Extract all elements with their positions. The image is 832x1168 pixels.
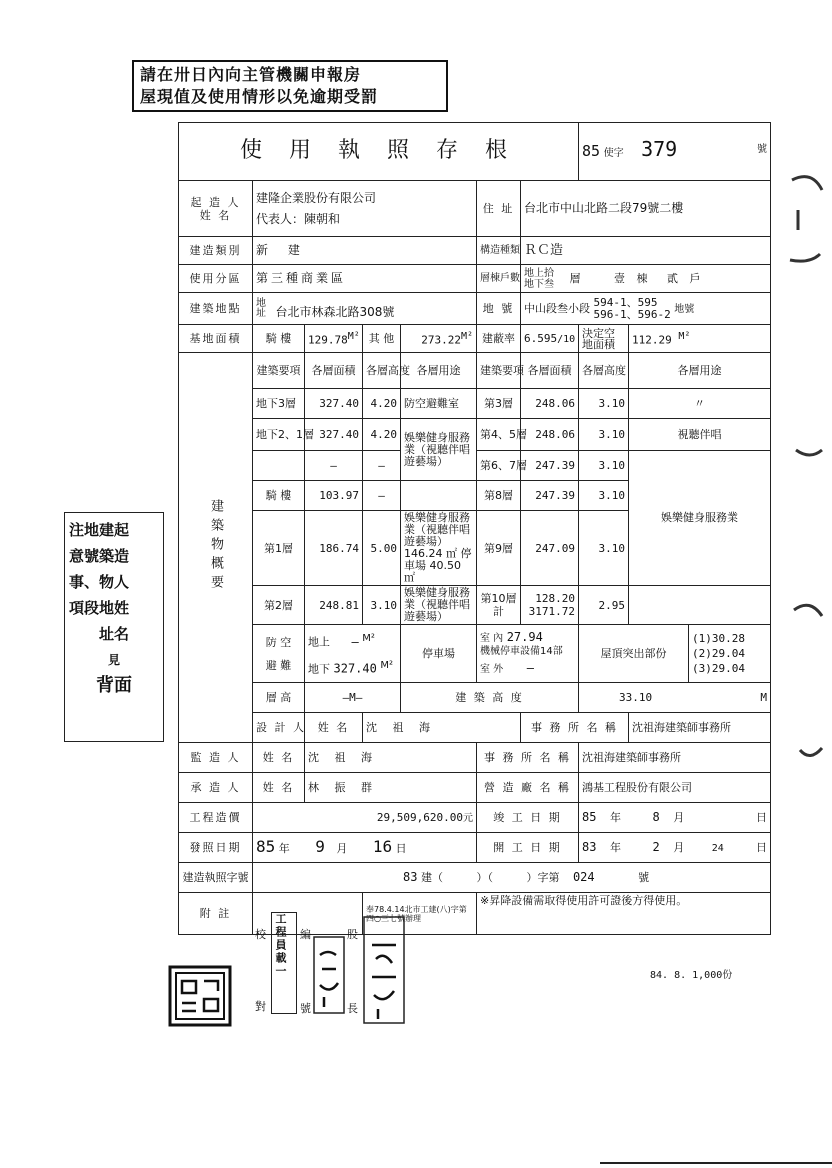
parking-indoor-note: 機械停車設備14部: [480, 646, 563, 657]
row-item: 第1層: [253, 511, 305, 586]
row-use: 娛樂健身服務業（視聽伴唱遊藝場）: [401, 586, 477, 625]
permit-p1: ）（: [476, 871, 493, 884]
lot-label: 地 號: [477, 293, 521, 325]
household-unit: 戶: [689, 271, 701, 285]
row-area: 103.97: [305, 481, 363, 511]
decided-label: 決定空地面積: [579, 325, 629, 353]
complete-month: 8: [652, 810, 660, 824]
row-item: 地下3層: [253, 389, 305, 419]
row-height: 3.10: [579, 419, 629, 451]
arcade-area-value: 129.78: [308, 333, 348, 347]
household-count: 貳: [667, 271, 678, 285]
arcade-label: 騎 樓: [253, 325, 305, 353]
row-area: [521, 586, 579, 625]
other-area: [401, 325, 477, 353]
notes-label: 附 註: [179, 893, 253, 935]
issue-year: 85: [256, 837, 276, 856]
cost-value: [253, 803, 477, 833]
month-char: 月: [336, 842, 348, 855]
start-year: 83: [582, 839, 597, 854]
side-note-see: 見: [107, 653, 120, 667]
col-use-right: 各層用途: [629, 353, 771, 389]
permit-number: 024: [572, 870, 595, 884]
approval-engineer-stamp: [271, 912, 297, 1014]
parking-indoor-value: 27.94: [506, 630, 543, 644]
side-note-line: 注地建起: [69, 521, 130, 539]
arcade-area: [305, 325, 363, 353]
month-char: 月: [673, 840, 685, 854]
row-item-10: 第10層: [480, 592, 517, 605]
permit-value: [253, 863, 771, 893]
row-height: —: [363, 481, 401, 511]
roof-values: [689, 625, 771, 683]
col-area-right: 各層面積: [521, 353, 579, 389]
approval-code2: 號: [300, 1002, 311, 1015]
issue-day: 16: [372, 837, 393, 856]
builder-company: 建隆企業股份有限公司: [256, 190, 377, 205]
row-item: 第9層: [477, 511, 521, 586]
form-use-char: 使字: [603, 148, 624, 159]
side-note-back: 背面: [96, 675, 132, 696]
notes-notice: ※昇降設備需取得使用許可證後方得使用。: [477, 893, 771, 935]
area-unit: M²: [460, 331, 473, 343]
zone-label: 使用分區: [179, 265, 253, 293]
builder-label: [179, 181, 253, 237]
below-ground-label: 地下: [308, 662, 330, 676]
construction-type-label: 建造類別: [179, 237, 253, 265]
cost-unit: 元: [463, 812, 473, 824]
unit: M²: [380, 659, 393, 671]
row-area: 247.09: [521, 511, 579, 586]
building-height-unit: M: [760, 691, 768, 704]
structure-value: ＲＣ造: [521, 237, 771, 265]
contractor-firm: 鴻基工程股份有限公司: [579, 773, 771, 803]
row-item: [477, 586, 521, 625]
permit-hao: 號: [638, 871, 650, 884]
row-use: 娛樂健身服務業（視聽伴唱遊藝場）146.24 ㎡ 停車場 40.50 ㎡: [401, 511, 477, 586]
building-height-label: 建 築 高 度: [401, 683, 579, 713]
approval-school: 校: [255, 928, 266, 941]
supervisor-office-label: 事 務 所 名 稱: [477, 743, 579, 773]
unit: M²: [362, 632, 375, 644]
cost-label: 工程造價: [179, 803, 253, 833]
decided-area: [629, 325, 771, 353]
row-height: 3.10: [579, 451, 629, 481]
building-height-value: [579, 683, 771, 713]
form-year: 85: [582, 142, 601, 160]
row-height: 3.10: [579, 511, 629, 586]
row-area: 248.06: [521, 389, 579, 419]
row-area: 248.81: [305, 586, 363, 625]
lot-numbers-2: 596-1、596-2: [593, 307, 671, 321]
coverage-label: 建蔽率: [477, 325, 521, 353]
parking-outdoor-label: 室 外: [480, 664, 504, 675]
col-item-right: 建築要項: [477, 353, 521, 389]
lot-value: [521, 293, 771, 325]
notice-stamp-line2: 屋現值及使用情形以免逾期受罰: [140, 87, 379, 106]
contractor-name: 林 振 群: [305, 773, 477, 803]
designer-name-label: 姓 名: [305, 713, 363, 743]
approval-chief: 股: [347, 928, 358, 941]
designer-name: 沈 祖 海: [363, 713, 521, 743]
form-number-cell: [579, 123, 771, 181]
permit-year: 83: [403, 870, 418, 884]
row-item: 第8層: [477, 481, 521, 511]
location-label: 建築地點: [179, 293, 253, 325]
approval-engineer-text: 工程員載一: [274, 913, 287, 978]
row-area: —: [305, 451, 363, 481]
zone-value: 第三種商業區: [253, 265, 477, 293]
lot-numbers-1: 594-1、595: [593, 295, 658, 309]
row-use: 防空避難室: [401, 389, 477, 419]
month-char: 月: [673, 811, 685, 824]
floors-above: 地上拾: [524, 267, 554, 279]
row-use: 娛樂健身服務業: [629, 451, 771, 586]
signature-seal-icon: [312, 935, 346, 1015]
row-area: 186.74: [305, 511, 363, 586]
scan-line: [600, 1162, 832, 1164]
notes-approved-no: 奉78.4.14北市工建(八)字第四○三七號辦理: [363, 893, 477, 935]
row-item: 第4、5層: [477, 419, 521, 451]
floors-value: [521, 265, 771, 293]
roof-value-2: (2)29.04: [692, 647, 746, 660]
row-height: 2.95: [579, 586, 629, 625]
issue-label: 發照日期: [179, 833, 253, 863]
row-use: 視聽伴唱: [629, 419, 771, 451]
side-note-line: 址名: [69, 625, 130, 643]
permit-p2: ）字第: [526, 871, 560, 884]
cost-num: 29,509,620.00: [376, 810, 463, 824]
row-height: 3.10: [363, 586, 401, 625]
start-date: [579, 833, 771, 863]
form-title: [179, 123, 579, 181]
col-height-left: 各層高度: [363, 353, 401, 389]
row-use-empty: [629, 586, 771, 625]
complete-date: [579, 803, 771, 833]
contractor-name-label: 姓 名: [253, 773, 305, 803]
permit-jian: 建（: [420, 871, 443, 884]
defense-label-1: 防 空: [265, 635, 292, 649]
row-height: 3.10: [579, 389, 629, 419]
roof-label: 屋頂突出部份: [579, 625, 689, 683]
official-seal-icon: [168, 965, 232, 1027]
building-height-num: 33.10: [619, 691, 653, 704]
shelter-label: 避 難: [265, 658, 292, 672]
coverage-num: 6.595: [524, 331, 558, 345]
row-area-total: 3171.72: [528, 605, 576, 618]
row-area-10: 128.20: [535, 592, 576, 605]
side-note-line: 項段地姓: [69, 599, 130, 617]
form-hao: 號: [757, 144, 768, 155]
floors-below: 地下叁: [524, 278, 554, 290]
complete-label: 竣 工 日 期: [477, 803, 579, 833]
contractor-label: 承 造 人: [179, 773, 253, 803]
row-area: 327.40: [305, 389, 363, 419]
start-day: 24: [711, 842, 724, 854]
side-note-line: 意號築造: [69, 547, 130, 565]
parking-values: [477, 625, 579, 683]
row-area: 327.40: [305, 419, 363, 451]
supervisor-label: 監 造 人: [179, 743, 253, 773]
builder-address: 台北市中山北路二段79號二樓: [521, 181, 771, 237]
location-addr: 台北市林森北路308號: [275, 304, 395, 319]
issue-month: 9: [315, 837, 325, 856]
year-char: 年: [278, 842, 290, 855]
row-use: 娛樂健身服務業（視聽伴唱遊藝場）: [401, 419, 477, 481]
supervisor-name: 沈 祖 海: [305, 743, 477, 773]
designer-label: 設 計 人: [253, 713, 305, 743]
lot-section: 中山段叁小段: [524, 301, 590, 315]
defense-values: [305, 625, 401, 683]
supervisor-office: 沈祖海建築師事務所: [579, 743, 771, 773]
area-unit: M²: [347, 331, 360, 343]
defense-label: [253, 625, 305, 683]
contractor-firm-label: 營 造 廠 名 稱: [477, 773, 579, 803]
notice-stamp-line1: 請在卅日內向主管機關申報房: [140, 65, 362, 84]
row-item: 第3層: [477, 389, 521, 419]
row-area: 247.39: [521, 481, 579, 511]
location-addr-tag: 地址: [256, 297, 266, 319]
complete-year: 85: [582, 810, 597, 824]
building-summary-label: [179, 353, 253, 743]
row-height: —: [363, 451, 401, 481]
area-label: 基地面積: [179, 325, 253, 353]
location-value: [253, 293, 477, 325]
chief-seal-icon: [362, 915, 406, 1025]
designer-office-label: 事 務 所 名 稱: [521, 713, 629, 743]
roof-value-3: (3)29.04: [692, 662, 746, 675]
floor-height-value: —M—: [305, 683, 401, 713]
construction-type: 新 建: [253, 237, 477, 265]
year-char: 年: [609, 811, 621, 824]
area-unit: M²: [678, 331, 691, 343]
row-area: 248.06: [521, 419, 579, 451]
row-use: 〃: [629, 389, 771, 419]
parking-outdoor-value: —: [526, 661, 534, 675]
row-height: 4.20: [363, 419, 401, 451]
row-item: [253, 451, 305, 481]
below-ground-value: 327.40: [333, 661, 377, 676]
scan-artifact-icon: [780, 150, 830, 810]
year-char: 年: [609, 840, 621, 854]
permit-label: 建造執照字號: [179, 863, 253, 893]
row-use-empty: [401, 481, 477, 511]
builder-value: [253, 181, 477, 237]
row-height: 5.00: [363, 511, 401, 586]
start-label: 開 工 日 期: [477, 833, 579, 863]
day-char: 日: [756, 840, 768, 854]
col-use-left: 各層用途: [401, 353, 477, 389]
day-char: 日: [756, 811, 768, 824]
form-number: 379: [641, 137, 678, 161]
other-label: 其 他: [363, 325, 401, 353]
roof-value-1: (1)30.28: [692, 632, 746, 645]
form-number-footer: 84. 8. 1,000份: [650, 970, 733, 981]
row-item: 第2層: [253, 586, 305, 625]
lot-suffix: 地號: [674, 303, 695, 315]
day-char: 日: [395, 842, 407, 855]
floor-height-label: 層 高: [253, 683, 305, 713]
row-area: 247.39: [521, 451, 579, 481]
form-title-text: 使 用 執 照 存 根: [240, 137, 517, 163]
row-height: 4.20: [363, 389, 401, 419]
parking-indoor-label: 室 內: [480, 633, 504, 644]
building-unit: 棟: [636, 271, 648, 285]
designer-office: 沈祖海建築師事務所: [629, 713, 771, 743]
approval-code: 編: [300, 928, 311, 941]
side-note: [64, 512, 164, 742]
builder-label-2: 姓 名: [199, 208, 232, 222]
above-ground-label: 地上: [308, 635, 330, 649]
floors-unit: 層: [569, 271, 581, 285]
row-item: 地下2、1層: [253, 419, 305, 451]
row-height: 3.10: [579, 481, 629, 511]
building-count: 壹: [614, 271, 625, 285]
col-height-right: 各層高度: [579, 353, 629, 389]
coverage-den: /10: [557, 333, 576, 345]
notice-stamp: [132, 60, 448, 112]
builder-label-1: 起 造 人: [190, 195, 241, 209]
issue-date: [253, 833, 477, 863]
builder-rep: 代表人：陳朝和: [256, 211, 341, 226]
builder-address-label: 住 址: [477, 181, 521, 237]
decided-area-value: 112.29: [632, 333, 672, 347]
parking-label: 停車場: [401, 625, 477, 683]
approval-check: 對: [255, 1000, 266, 1013]
above-ground-value: —: [351, 634, 359, 649]
building-summary-text: 建築物概要: [208, 498, 223, 594]
floors-label: 層棟戶數: [477, 265, 521, 293]
row-item-total: 計: [493, 605, 504, 618]
approval-chief2: 長: [347, 1002, 358, 1015]
coverage-value: [521, 325, 579, 353]
row-item: 第6、7層: [477, 451, 521, 481]
side-note-line: 事、物人: [69, 573, 130, 591]
permit-form: [178, 122, 771, 935]
col-item-left: 建築要項: [253, 353, 305, 389]
row-item: 騎 樓: [253, 481, 305, 511]
start-month: 2: [652, 839, 660, 854]
other-area-value: 273.22: [421, 333, 461, 347]
structure-label: 構造種類: [477, 237, 521, 265]
supervisor-name-label: 姓 名: [253, 743, 305, 773]
col-area-left: 各層面積: [305, 353, 363, 389]
